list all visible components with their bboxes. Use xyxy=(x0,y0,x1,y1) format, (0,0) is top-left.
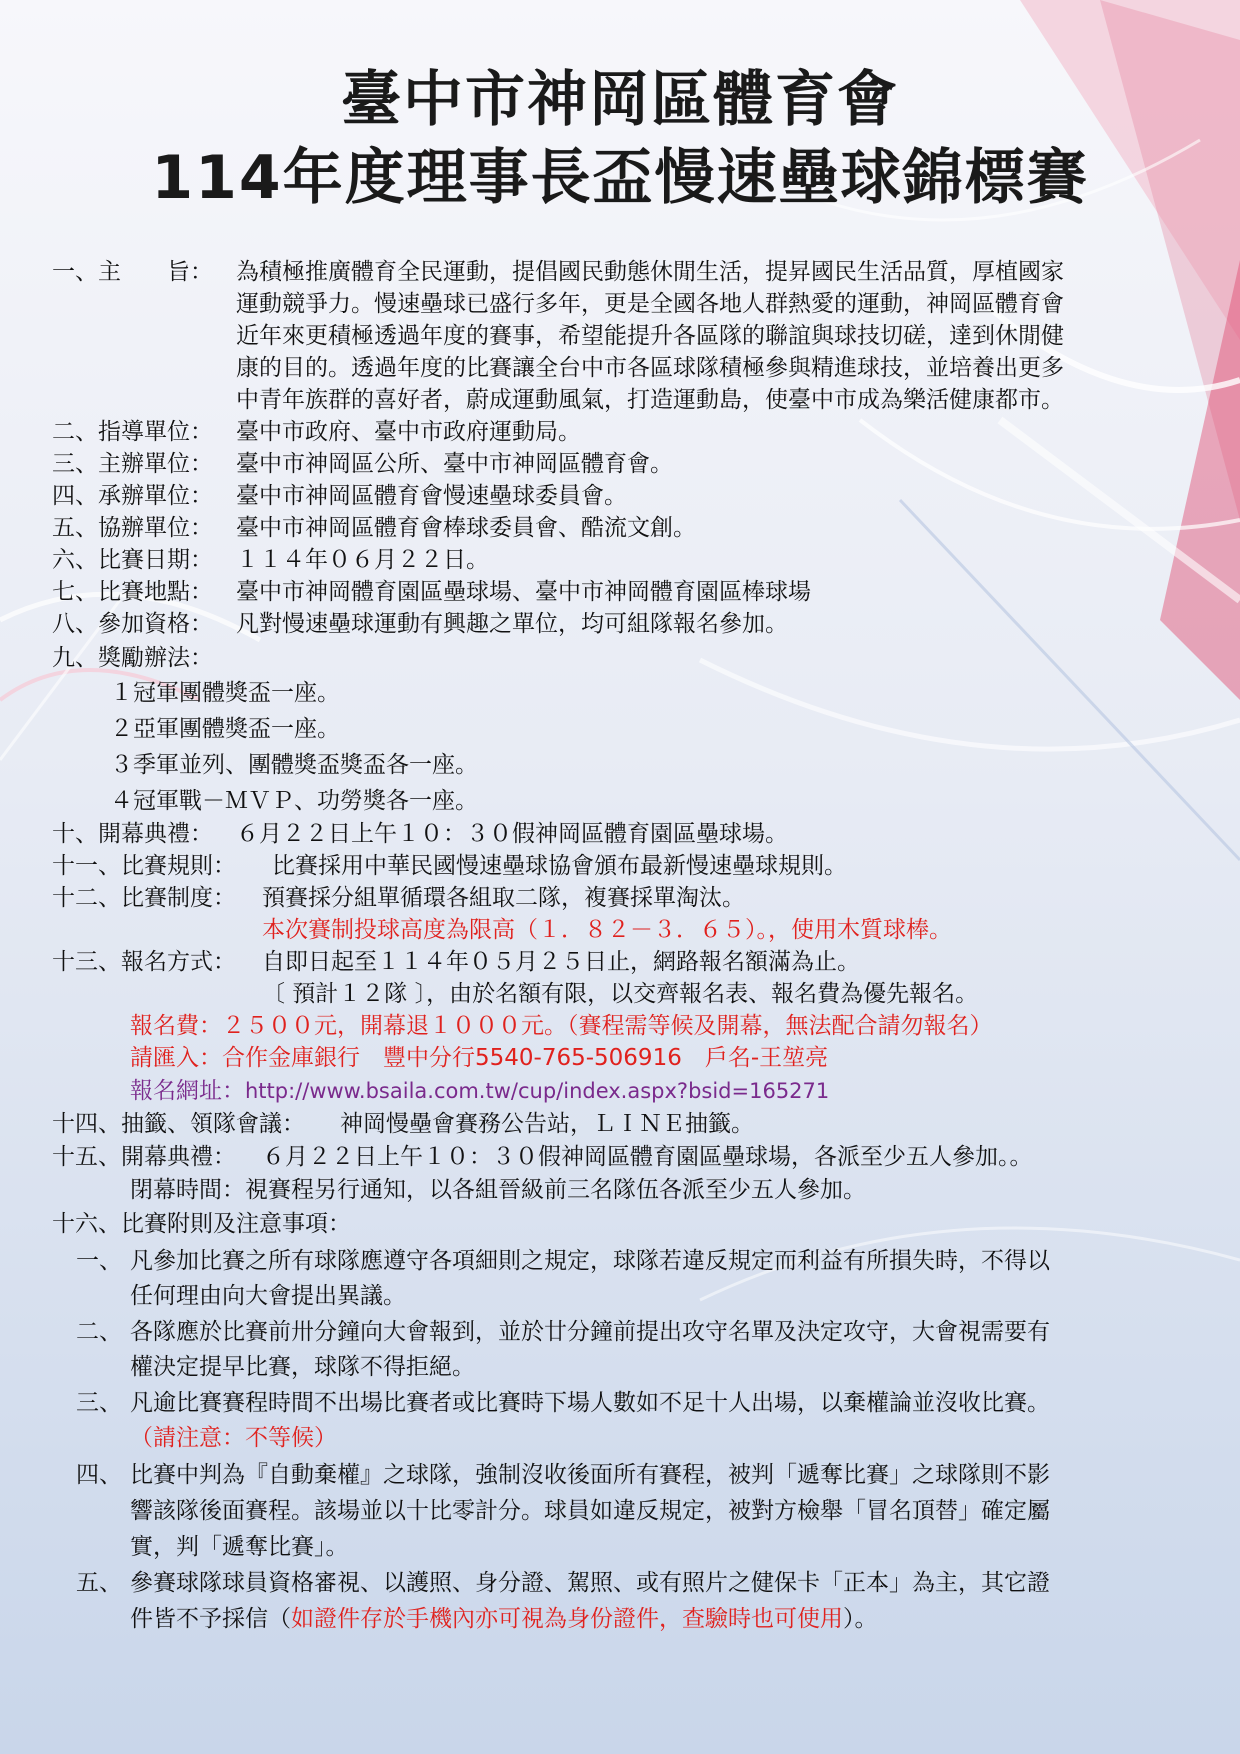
section-guidance-label: 二、指導單位： xyxy=(52,419,213,445)
note-warning: （請注意：不等候） xyxy=(130,1425,337,1451)
note-id-prefix: 件皆不予採信（ xyxy=(130,1606,291,1632)
section-date-text: １１４年０６月２２日。 xyxy=(236,547,489,573)
section-opening-text: ６月２２日上午１０：３０假神岡區體育園區壘球場。 xyxy=(236,821,788,847)
section-format-text: 預賽採分組單循環各組取二隊，複賽採單淘汰。 xyxy=(262,885,745,911)
registration-fee-text: 報名費：２５００元，開幕退１０００元。 xyxy=(130,1013,567,1039)
section-draw-text: 神岡慢壘會賽務公告站，ＬＩＮＥ抽籤。 xyxy=(340,1111,754,1137)
section-purpose-label: 一、主 旨： xyxy=(52,259,213,285)
registration-fee-note: （賽程需等候及開幕，無法配合請勿報名） xyxy=(567,1013,993,1039)
section-registration-label: 十三、報名方式： xyxy=(52,949,236,975)
note-line: 權決定提早比賽，球隊不得拒絕。 xyxy=(130,1354,475,1380)
section-venue-text: 臺中市神岡體育園區壘球場、臺中市神岡體育園區棒球場 xyxy=(236,579,811,605)
award-item: １冠軍團體獎盃一座。 xyxy=(110,680,340,706)
title-organization: 臺中市神岡區體育會 xyxy=(341,65,899,135)
note-line: 響該隊後面賽程。該場並以十比零計分。球員如違反規定，被對方檢舉「冒名頂替」確定屬 xyxy=(130,1498,1050,1524)
award-item: ３季軍並列、團體獎盃獎盃各一座。 xyxy=(110,752,478,778)
note-line: 實，判「遞奪比賽」。 xyxy=(130,1534,349,1560)
purpose-line: 為積極推廣體育全民運動，提倡國民動態休閒生活，提昇國民生活品質，厚植國家 xyxy=(236,259,1064,285)
closing-text: 閉幕時間：視賽程另行通知，以各組晉級前三名隊伍各派至少五人參加。 xyxy=(130,1177,866,1203)
ceremony-text: ６月２２日上午１０：３０假神岡區體育園區壘球場，各派至少五人參加。。 xyxy=(262,1144,1033,1170)
format-pitch-note: 本次賽制投球高度為限高（１．８２－３．６５）。，使用木質球棒。 xyxy=(262,917,952,943)
section-coorganizer-text: 臺中市神岡區體育會棒球委員會、酷流文創。 xyxy=(236,515,696,541)
section-venue-label: 七、比賽地點： xyxy=(52,579,213,605)
note-line: 凡逾比賽賽程時間不出場比賽者或比賽時下場人數如不足十人出場，以棄權論並沒收比賽。 xyxy=(130,1390,1050,1416)
section-coorganizer-label: 五、協辦單位： xyxy=(52,515,213,541)
note-line-id xyxy=(130,1603,878,1635)
section-format-label: 十二、比賽制度： xyxy=(52,885,236,911)
note-id-highlight: 如證件存於手機內亦可視為身份證件，查驗時也可使用 xyxy=(291,1606,843,1632)
section-awards-label: 九、獎勵辦法： xyxy=(52,645,213,671)
award-item: ２亞軍團體獎盃一座。 xyxy=(110,716,340,742)
bank-account: 請匯入：合作金庫銀行 豐中分行5540-765-506916 戶名-王堃亮 xyxy=(130,1045,829,1071)
section-eligibility-text: 凡對慢速壘球運動有興趣之單位，均可組隊報名參加。 xyxy=(236,611,788,637)
note-line: 各隊應於比賽前卅分鐘向大會報到，並於廿分鐘前提出攻守名單及決定攻守，大會視需要有 xyxy=(130,1319,1050,1345)
note-number: 四、 xyxy=(76,1462,122,1488)
section-host-label: 四、承辦單位： xyxy=(52,483,213,509)
registration-text: 自即日起至１１４年０５月２５日止，網路報名額滿為止。 xyxy=(262,949,860,975)
registration-text-2: 〔 預計１２隊 〕，由於名額有限，以交齊報名表、報名費為優先報名。 xyxy=(262,981,979,1007)
note-number: 二、 xyxy=(76,1319,122,1345)
section-ceremony-label: 十五、開幕典禮： xyxy=(52,1144,236,1170)
registration-fee xyxy=(130,1010,993,1042)
section-rules-text: 比賽採用中華民國慢速壘球協會頒布最新慢速壘球規則。 xyxy=(272,853,847,879)
title-event: 114年度理事長盃慢速壘球錦標賽 xyxy=(151,143,1089,213)
section-host-text: 臺中市神岡區體育會慢速壘球委員會。 xyxy=(236,483,627,509)
section-opening-label: 十、開幕典禮： xyxy=(52,821,213,847)
note-number: 三、 xyxy=(76,1390,122,1416)
section-guidance-text: 臺中市政府、臺中市政府運動局。 xyxy=(236,419,581,445)
award-item: ４冠軍戰－ＭＶＰ、功勞獎各一座。 xyxy=(110,788,478,814)
section-organizer-text: 臺中市神岡區公所、臺中市神岡區體育會。 xyxy=(236,451,673,477)
note-line: 參賽球隊球員資格審視、以護照、身分證、駕照、或有照片之健保卡「正本」為主，其它證 xyxy=(130,1570,1050,1596)
section-draw-label: 十四、抽籤、領隊會議： xyxy=(52,1111,305,1137)
purpose-line: 運動競爭力。慢速壘球已盛行多年，更是全國各地人群熱愛的運動，神岡區體育會 xyxy=(236,291,1064,317)
registration-url-label: 報名網址： xyxy=(130,1078,245,1104)
section-date-label: 六、比賽日期： xyxy=(52,547,213,573)
note-id-suffix: ）。 xyxy=(843,1606,878,1632)
section-rules-label: 十一、比賽規則： xyxy=(52,853,236,879)
purpose-line: 中青年族群的喜好者，蔚成運動風氣，打造運動島，使臺中市成為樂活健康都市。 xyxy=(236,387,1064,413)
registration-url-link[interactable]: http://www.bsaila.com.tw/cup/index.aspx?bsid=165271 xyxy=(245,1079,830,1103)
note-number: 五、 xyxy=(76,1570,122,1596)
purpose-line: 近年來更積極透過年度的賽事，希望能提升各區隊的聯誼與球技切磋，達到休閒健 xyxy=(236,323,1064,349)
section-organizer-label: 三、主辦單位： xyxy=(52,451,213,477)
section-notes-label: 十六、比賽附則及注意事項： xyxy=(52,1211,351,1237)
section-eligibility-label: 八、參加資格： xyxy=(52,611,213,637)
note-number: 一、 xyxy=(76,1248,122,1274)
purpose-line: 康的目的。透過年度的比賽讓全台中市各區球隊積極參與精進球技，並培養出更多 xyxy=(236,355,1064,381)
note-line: 凡參加比賽之所有球隊應遵守各項細則之規定，球隊若違反規定而利益有所損失時，不得以 xyxy=(130,1248,1050,1274)
note-line: 任何理由向大會提出異議。 xyxy=(130,1283,406,1309)
note-line: 比賽中判為『自動棄權』之球隊，強制沒收後面所有賽程，被判「遞奪比賽」之球隊則不影 xyxy=(130,1462,1050,1488)
registration-url xyxy=(130,1075,829,1107)
